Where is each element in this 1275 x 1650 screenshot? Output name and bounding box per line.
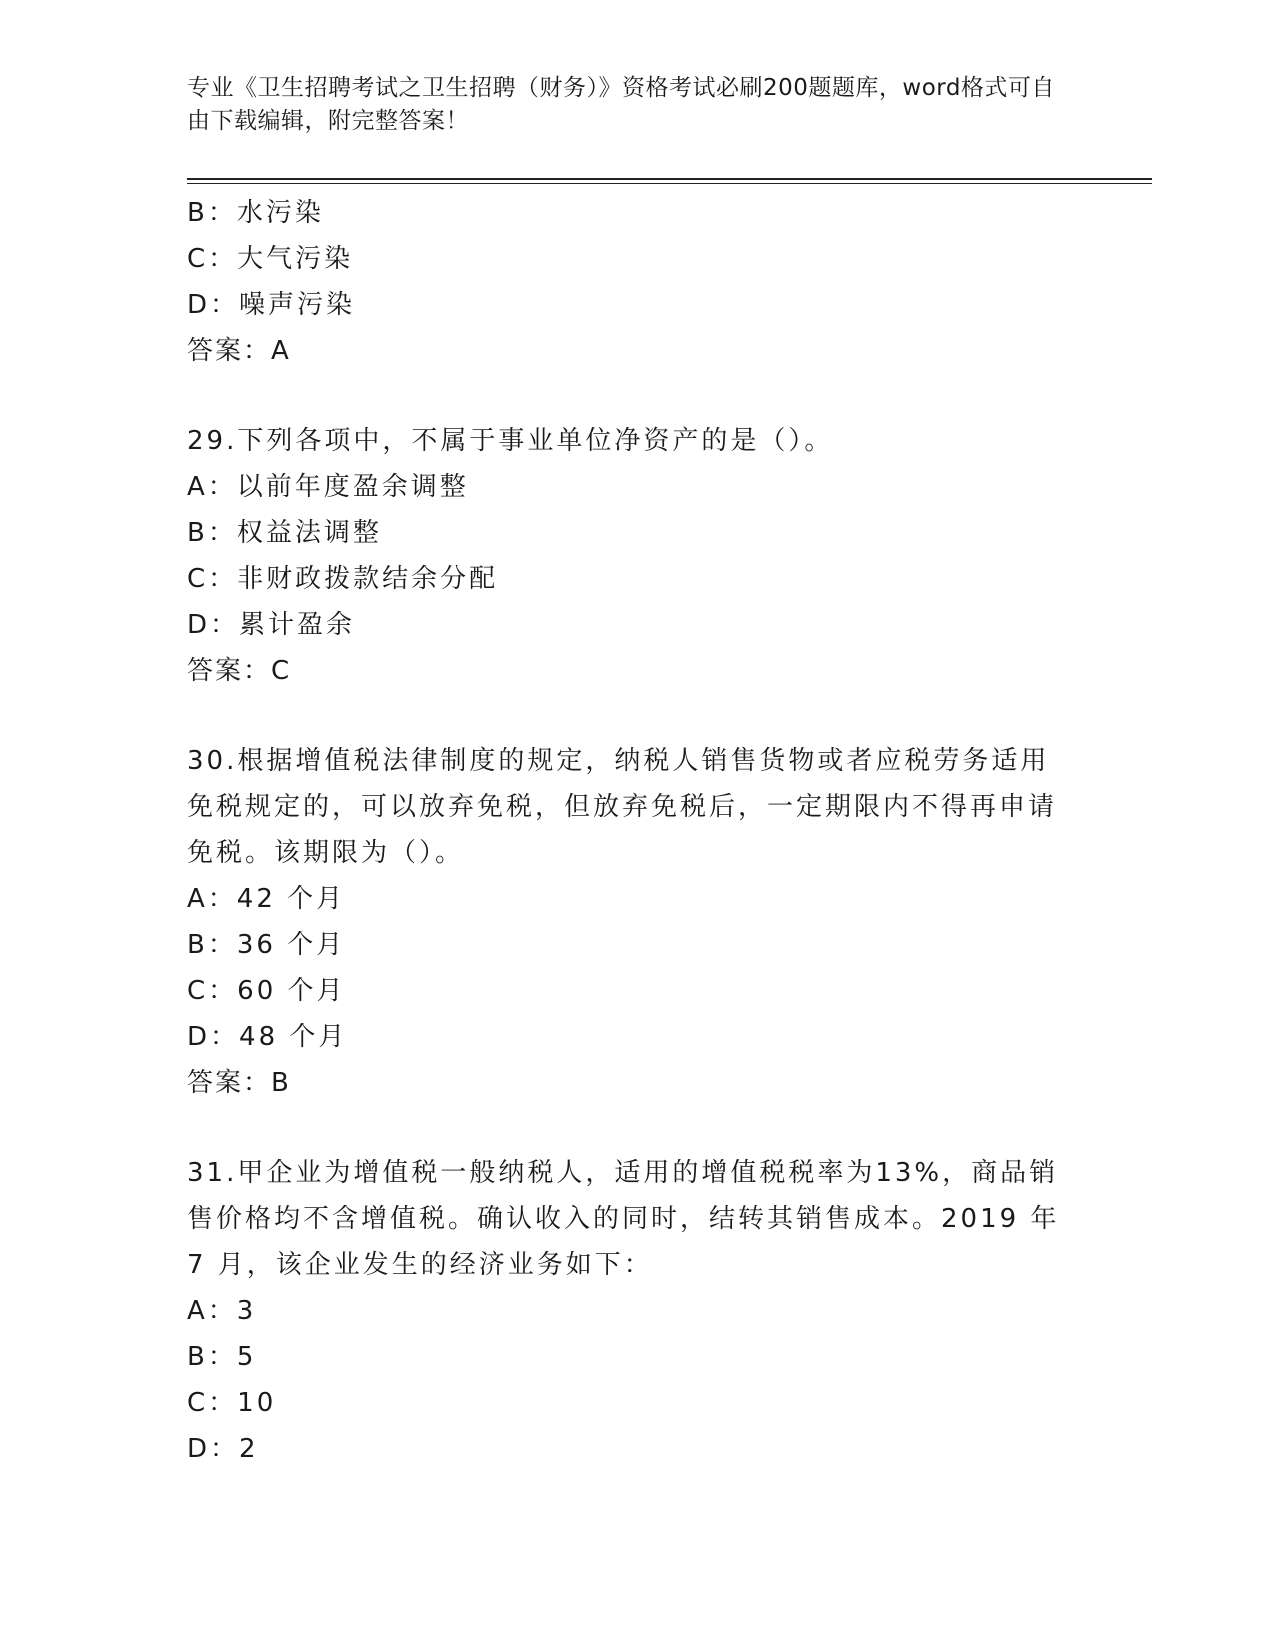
option-text: 噪声污染	[239, 290, 356, 320]
option-label: A：	[187, 884, 237, 914]
option-a	[187, 464, 1087, 510]
question-stem: 31.甲企业为增值税一般纳税人，适用的增值税税率为13%，商品销售价格均不含增值税。确认收入的同时，结转其销售成本。2019 年 7 月，该企业发生的经济业务如下：	[187, 1158, 1060, 1280]
question-stem: 29.下列各项中，不属于事业单位净资产的是（）。	[187, 426, 834, 456]
option-label: A：	[187, 1296, 237, 1326]
option-d	[187, 602, 1087, 648]
option-label: D：	[187, 290, 240, 320]
question-29	[187, 418, 1087, 694]
option-label: C：	[187, 1388, 238, 1418]
question-stem: 30.根据增值税法律制度的规定，纳税人销售货物或者应税劳务适用免税规定的，可以放弃免税，但放弃免税后，一定期限内不得再申请免税。该期限为（）。	[187, 746, 1058, 868]
option-b	[187, 510, 1087, 556]
question-28-tail	[187, 190, 1087, 374]
option-text: 2	[239, 1434, 259, 1464]
option-text: 36 个月	[236, 930, 346, 960]
option-d	[187, 282, 1087, 328]
option-label: C：	[187, 564, 238, 594]
option-c	[187, 236, 1087, 282]
answer-line: 答案：A	[187, 336, 291, 366]
option-c	[187, 1380, 1087, 1426]
question-30	[187, 738, 1087, 1106]
answer-line: 答案：B	[187, 1068, 291, 1098]
option-text: 大气污染	[237, 244, 354, 274]
option-c	[187, 556, 1087, 602]
option-text: 5	[236, 1342, 257, 1372]
spacer	[187, 1106, 1087, 1150]
document-header	[187, 72, 1067, 138]
header-title: 专业《卫生招聘考试之卫生招聘（财务）》资格考试必刷200题题库，word格式可自由下载编辑，附完整答案！	[187, 75, 1055, 134]
option-text: 48 个月	[239, 1022, 348, 1052]
option-label: A：	[187, 472, 237, 502]
option-text: 水污染	[236, 198, 324, 228]
option-label: B：	[187, 518, 237, 548]
option-label: D：	[187, 1022, 240, 1052]
option-text: 累计盈余	[239, 610, 356, 640]
option-label: C：	[187, 976, 238, 1006]
option-b	[187, 190, 1087, 236]
option-c	[187, 968, 1087, 1014]
option-d	[187, 1014, 1087, 1060]
header-divider-thick	[187, 178, 1152, 180]
option-label: D：	[187, 610, 240, 640]
option-text: 60 个月	[237, 976, 346, 1006]
question-list	[187, 190, 1087, 1472]
option-text: 以前年度盈余调整	[236, 472, 469, 502]
header-divider-thin	[187, 183, 1152, 184]
option-text: 非财政拨款结余分配	[237, 564, 499, 594]
answer-line: 答案：C	[187, 656, 292, 686]
option-label: B：	[187, 930, 237, 960]
option-label: B：	[187, 198, 237, 228]
option-b	[187, 922, 1087, 968]
option-text: 3	[236, 1296, 257, 1326]
question-31	[187, 1150, 1087, 1472]
option-a	[187, 1288, 1087, 1334]
spacer	[187, 374, 1087, 418]
option-text: 42 个月	[236, 884, 346, 914]
option-b	[187, 1334, 1087, 1380]
spacer	[187, 694, 1087, 738]
option-label: D：	[187, 1434, 240, 1464]
option-text: 10	[237, 1388, 277, 1418]
option-a	[187, 876, 1087, 922]
option-label: B：	[187, 1342, 237, 1372]
option-label: C：	[187, 244, 238, 274]
option-text: 权益法调整	[236, 518, 382, 548]
option-d	[187, 1426, 1087, 1472]
